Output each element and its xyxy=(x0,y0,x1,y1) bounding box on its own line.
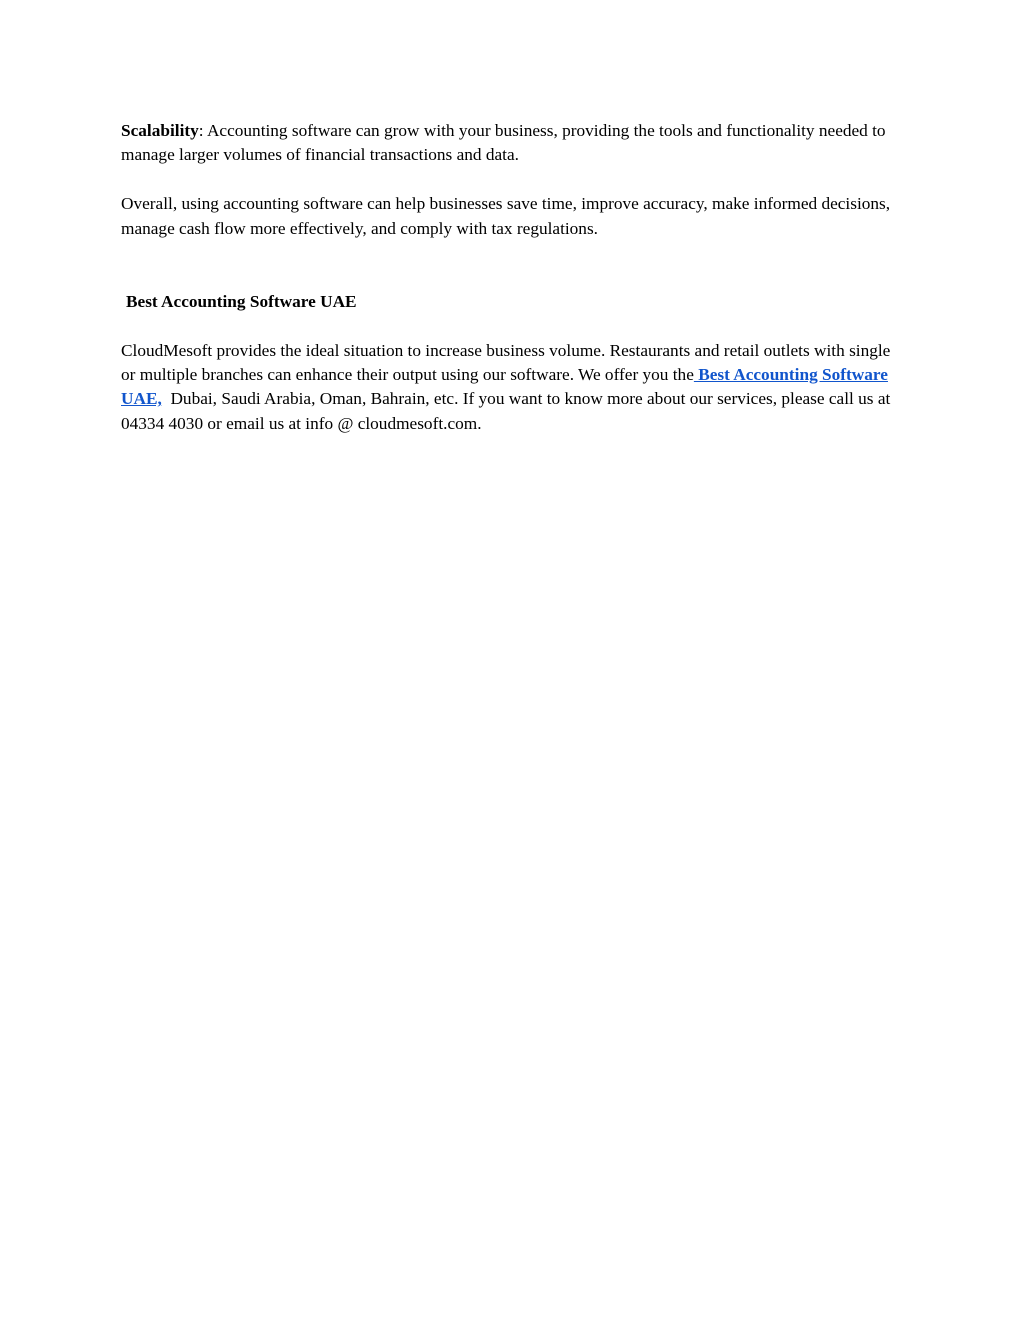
scalability-text: : Accounting software can grow with your business, providing the tools and functionality needed to manage larger volumes of financial transactions and data. xyxy=(121,121,886,165)
document-body xyxy=(121,119,906,436)
overall-text: Overall, using accounting software can help businesses save time, improve accuracy, make informed decisions, manage cash flow more effectively, and comply with tax regulations. xyxy=(121,194,891,238)
best-accounting-software-link[interactable]: Best Accounting Software UAE, xyxy=(121,365,888,409)
scalability-term: Scalability xyxy=(121,121,199,140)
closing-paragraph xyxy=(121,339,906,437)
scalability-paragraph xyxy=(121,119,906,168)
section-heading: Best Accounting Software UAE xyxy=(126,291,357,311)
closing-text-before-link: CloudMesoft provides the ideal situation to increase business volume. Restaurants and retail outlets with single or multiple branches can enhance their output using our software. We offer you the xyxy=(121,340,891,385)
overall-paragraph xyxy=(121,192,906,241)
closing-text-after-link: Dubai, Saudi Arabia, Oman, Bahrain, etc. If you want to know more about our services, please call us at 04334 4030 or email us at info @ cloudmesoft.com. xyxy=(121,389,895,433)
